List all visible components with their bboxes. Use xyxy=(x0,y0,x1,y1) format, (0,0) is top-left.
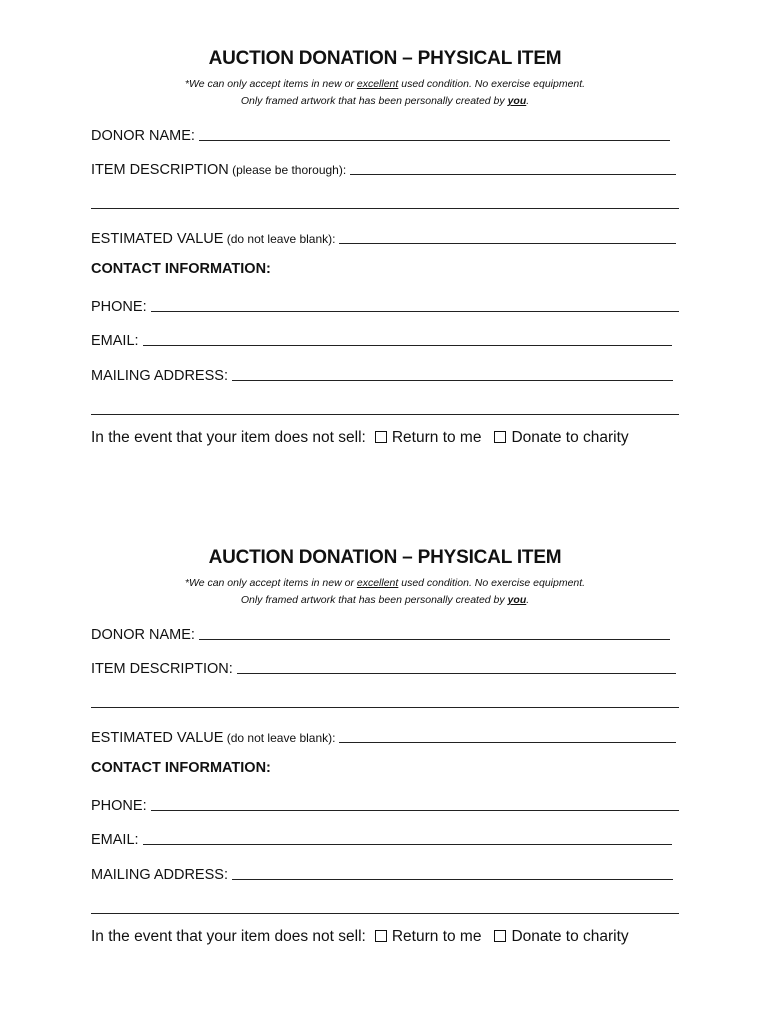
note-text: Only framed artwork that has been personally created by xyxy=(240,95,508,107)
condition-note xyxy=(0,78,770,90)
phone-field[interactable] xyxy=(151,809,679,811)
checkbox-icon[interactable] xyxy=(494,431,506,443)
donor-name-row xyxy=(91,621,670,643)
item-description-row xyxy=(91,156,676,178)
estimated-value-label-text: ESTIMATED VALUE xyxy=(91,231,224,247)
mailing-address-field-line-2[interactable] xyxy=(91,912,679,914)
return-to-me-label: Return to me xyxy=(391,429,482,446)
phone-label: PHONE: xyxy=(91,299,147,315)
note-emphasis: excellent xyxy=(356,78,399,90)
mailing-address-row xyxy=(91,362,673,384)
contact-information-heading: CONTACT INFORMATION: xyxy=(91,760,271,776)
return-to-me-label: Return to me xyxy=(391,928,482,945)
note-emphasis: you xyxy=(507,95,527,107)
item-description-label: ITEM DESCRIPTION: xyxy=(91,661,233,677)
unsold-item-row xyxy=(91,429,629,447)
note-text: used condition. No exercise equipment. xyxy=(398,78,586,90)
donor-name-row xyxy=(91,122,670,144)
note-emphasis: excellent xyxy=(356,577,399,589)
mailing-address-label: MAILING ADDRESS: xyxy=(91,867,228,883)
checkbox-icon[interactable] xyxy=(494,930,506,942)
phone-row xyxy=(91,293,679,315)
estimated-value-field[interactable] xyxy=(339,741,676,743)
donor-name-field[interactable] xyxy=(199,139,670,141)
phone-row xyxy=(91,792,679,814)
note-emphasis: you xyxy=(507,594,527,606)
note-text: used condition. No exercise equipment. xyxy=(398,577,586,589)
item-description-label-text: ITEM DESCRIPTION xyxy=(91,162,229,178)
estimated-value-field[interactable] xyxy=(339,242,676,244)
checkbox-icon[interactable] xyxy=(375,431,387,443)
estimated-value-label xyxy=(91,231,335,247)
item-description-field[interactable] xyxy=(237,672,676,674)
email-label: EMAIL: xyxy=(91,333,139,349)
return-to-me-option[interactable] xyxy=(375,429,482,447)
return-to-me-option[interactable] xyxy=(375,928,482,946)
form-title: AUCTION DONATION – PHYSICAL ITEM xyxy=(208,48,562,69)
item-description-field[interactable] xyxy=(350,173,676,175)
condition-note xyxy=(0,577,770,589)
donor-name-field[interactable] xyxy=(199,638,670,640)
note-text: Only framed artwork that has been personally created by xyxy=(240,594,508,606)
donate-to-charity-label: Donate to charity xyxy=(511,429,629,446)
estimated-value-row xyxy=(91,225,676,247)
item-description-label xyxy=(91,162,346,178)
donor-name-label: DONOR NAME: xyxy=(91,128,195,144)
item-description-continued-row xyxy=(91,689,679,711)
email-field[interactable] xyxy=(143,344,672,346)
phone-label: PHONE: xyxy=(91,798,147,814)
donate-to-charity-label: Donate to charity xyxy=(511,928,629,945)
mailing-address-continued-row xyxy=(91,396,679,418)
donate-to-charity-option[interactable] xyxy=(494,429,628,447)
note-text: . xyxy=(526,594,530,606)
mailing-address-field-line-2[interactable] xyxy=(91,413,679,415)
unsold-item-text: In the event that your item does not sell: xyxy=(91,928,366,945)
mailing-address-label: MAILING ADDRESS: xyxy=(91,368,228,384)
estimated-value-hint: (do not leave blank): xyxy=(223,731,336,745)
estimated-value-label xyxy=(91,730,335,746)
estimated-value-hint: (do not leave blank): xyxy=(223,232,336,246)
item-description-hint: (please be thorough): xyxy=(228,163,347,177)
estimated-value-row xyxy=(91,724,676,746)
mailing-address-field[interactable] xyxy=(232,379,673,381)
mailing-address-field[interactable] xyxy=(232,878,673,880)
item-description-field-line-2[interactable] xyxy=(91,706,679,708)
email-row xyxy=(91,327,672,349)
estimated-value-label-text: ESTIMATED VALUE xyxy=(91,730,224,746)
item-description-row xyxy=(91,655,676,677)
note-text: *We can only accept items in new or xyxy=(184,577,357,589)
form-title: AUCTION DONATION – PHYSICAL ITEM xyxy=(208,547,562,568)
donate-to-charity-option[interactable] xyxy=(494,928,628,946)
mailing-address-continued-row xyxy=(91,895,679,917)
mailing-address-row xyxy=(91,861,673,883)
unsold-item-row xyxy=(91,928,629,946)
note-text: . xyxy=(526,95,530,107)
email-field[interactable] xyxy=(143,843,672,845)
phone-field[interactable] xyxy=(151,310,679,312)
email-label: EMAIL: xyxy=(91,832,139,848)
item-description-field-line-2[interactable] xyxy=(91,207,679,209)
email-row xyxy=(91,826,672,848)
note-text: *We can only accept items in new or xyxy=(184,78,357,90)
artwork-note xyxy=(0,95,770,107)
contact-information-heading: CONTACT INFORMATION: xyxy=(91,261,271,277)
checkbox-icon[interactable] xyxy=(375,930,387,942)
donor-name-label: DONOR NAME: xyxy=(91,627,195,643)
artwork-note xyxy=(0,594,770,606)
item-description-continued-row xyxy=(91,190,679,212)
unsold-item-text: In the event that your item does not sell: xyxy=(91,429,366,446)
